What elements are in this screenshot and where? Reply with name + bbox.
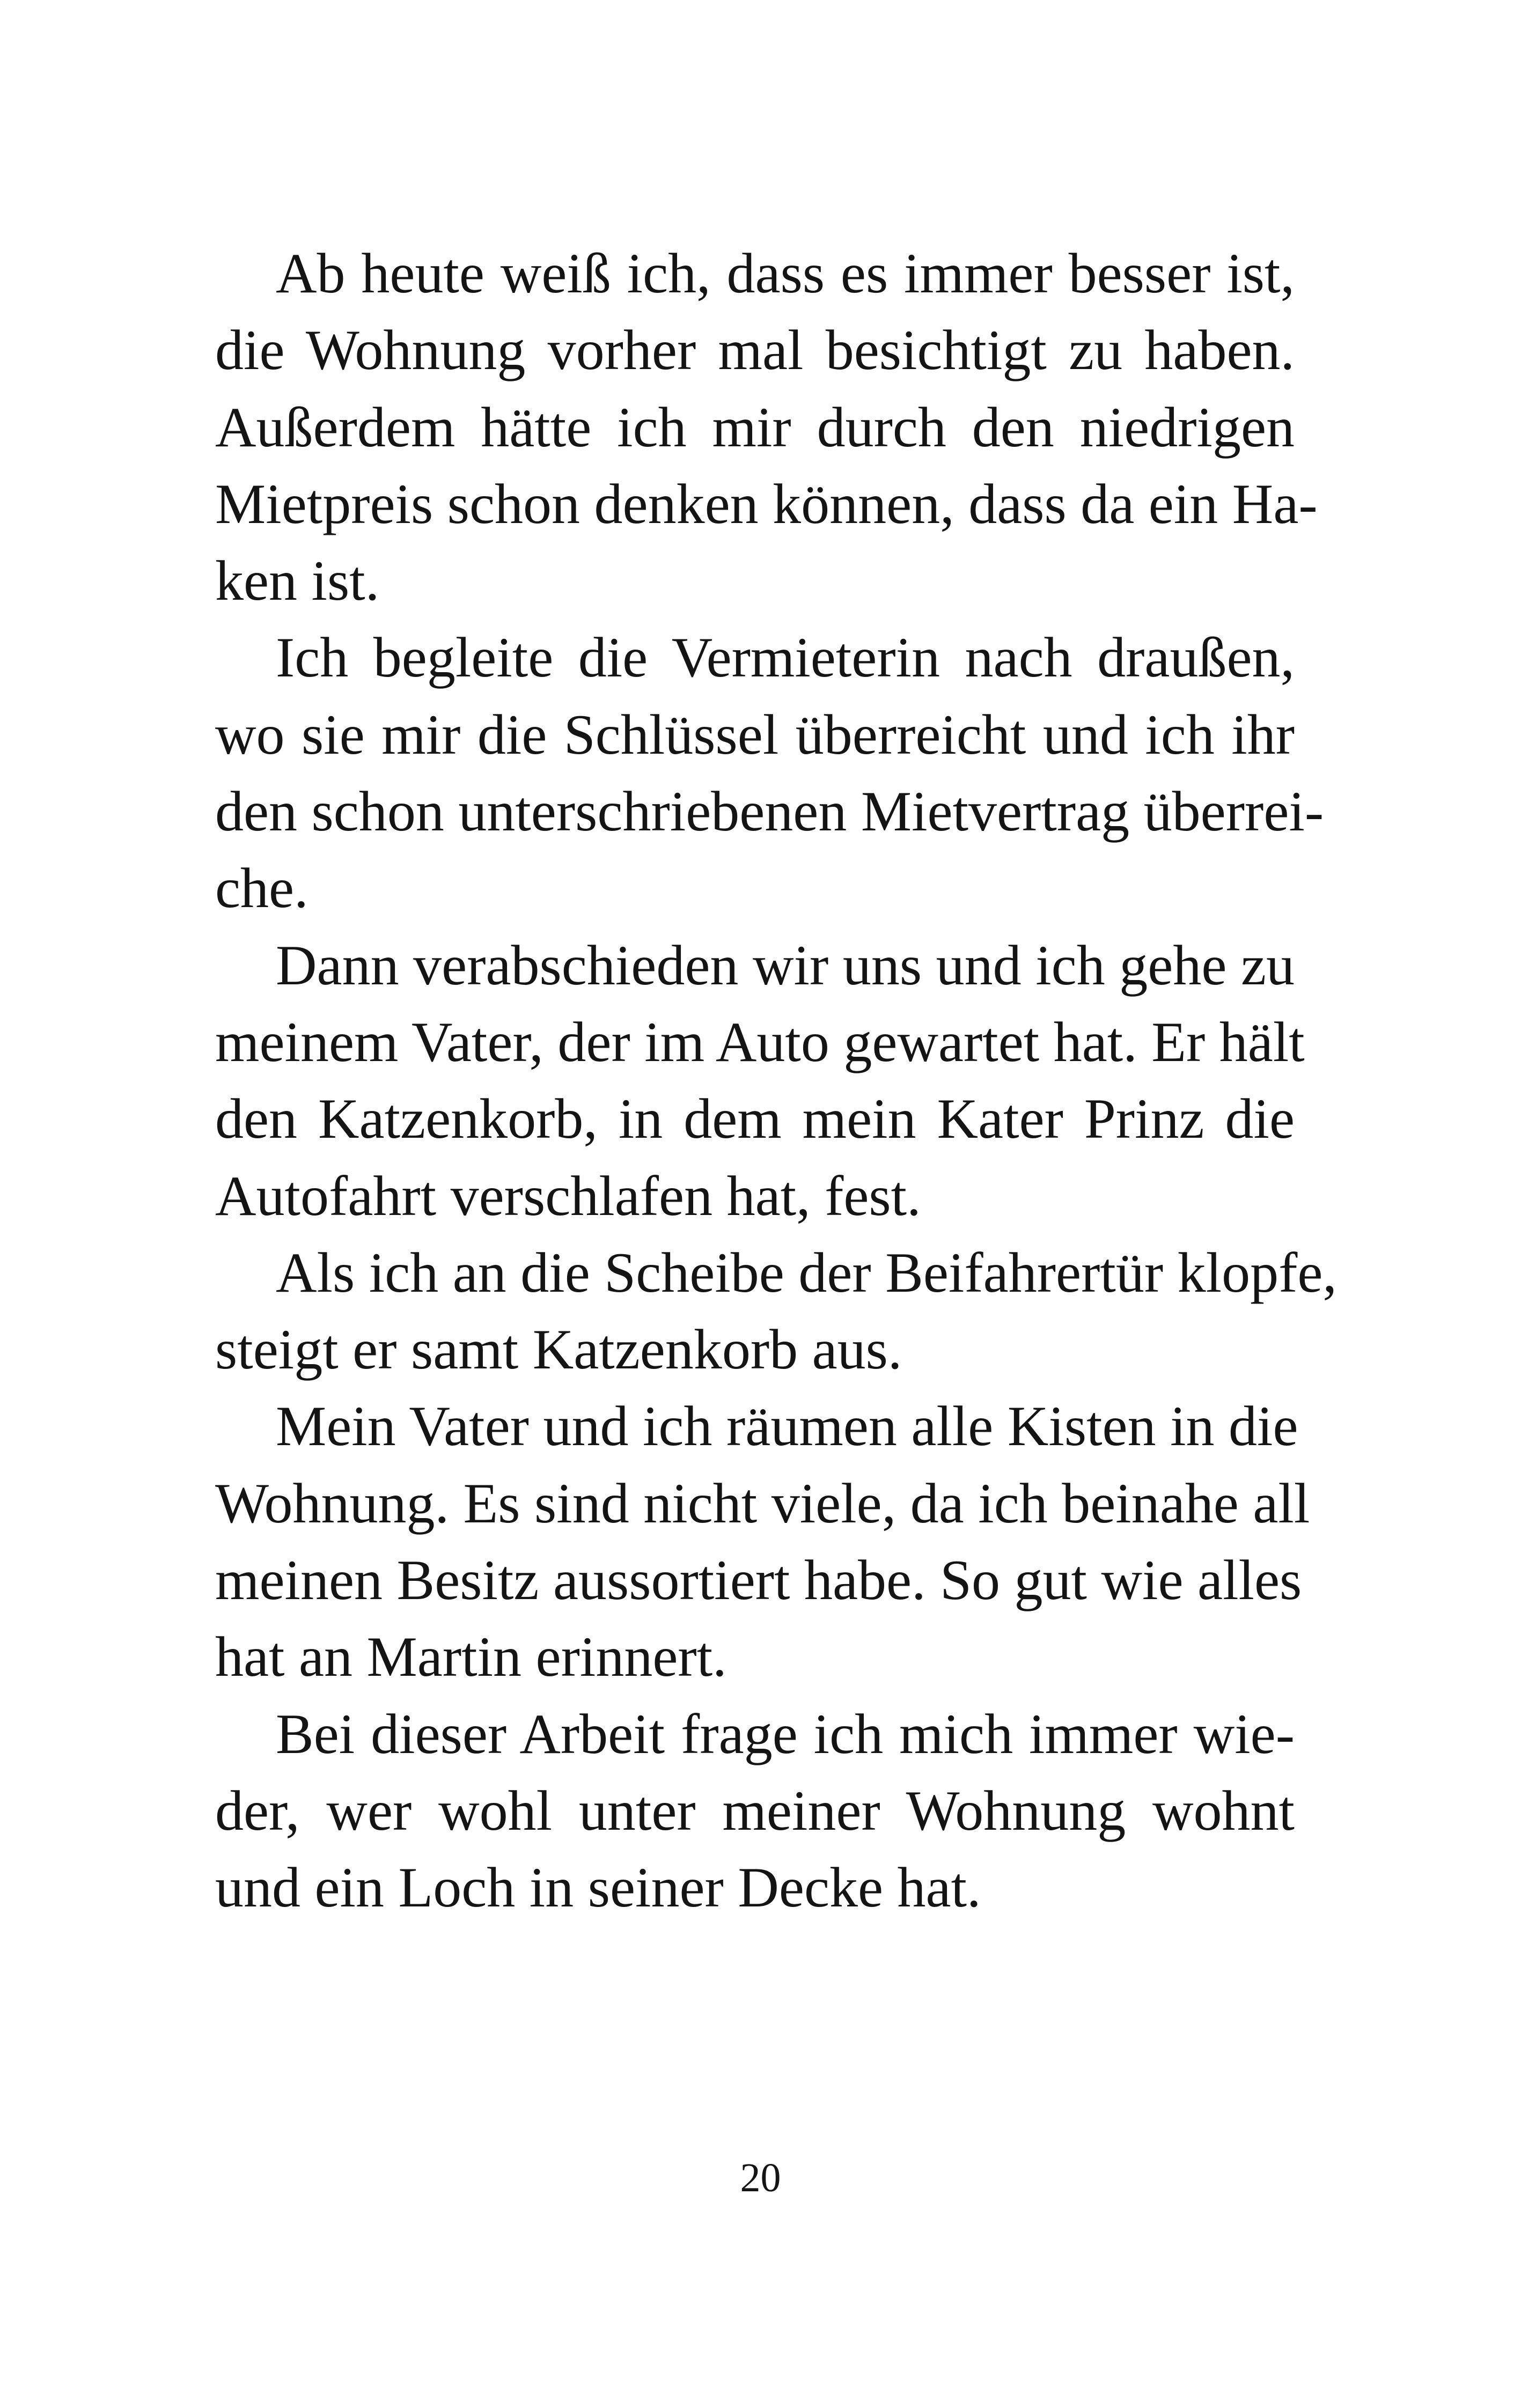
paragraph-6-line-3: und ein Loch in seiner Decke hat.: [215, 1856, 981, 1919]
paragraph-1-line-3: Außerdem hätte ich mir durch den niedrigen: [215, 395, 1295, 459]
paragraph-6-line-2: der, wer wohl unter meiner Wohnung wohnt: [215, 1779, 1295, 1842]
paragraph-3-line-4: Autofahrt verschlafen hat, fest.: [215, 1164, 921, 1227]
paragraph-5-line-1: Mein Vater und ich räumen alle Kisten in die: [276, 1395, 1298, 1458]
page-number: 20: [740, 2155, 781, 2200]
paragraph-4-line-2: steigt er samt Katzenkorb aus.: [215, 1318, 902, 1381]
paragraph-2-line-1: Ich begleite die Vermieterin nach draußen,: [276, 626, 1295, 689]
paragraph-5-line-3: meinen Besitz aussortiert habe. So gut wie alles: [215, 1549, 1302, 1612]
paragraph-2-line-2: wo sie mir die Schlüssel überreicht und ich ihr: [215, 703, 1295, 766]
paragraph-3-line-3: den Katzenkorb, in dem mein Kater Prinz die: [215, 1087, 1295, 1151]
paragraph-1-line-4: Mietpreis schon denken können, dass da ein Ha-: [215, 472, 1318, 535]
paragraph-5-line-4: hat an Martin erinnert.: [215, 1625, 727, 1689]
paragraph-1-line-2: die Wohnung vorher mal besichtigt zu haben.: [215, 319, 1295, 382]
paragraph-1-line-1: Ab heute weiß ich, dass es immer besser ist,: [276, 242, 1295, 305]
paragraph-4-line-1: Als ich an die Scheibe der Beifahrertür klopfe,: [276, 1241, 1337, 1304]
body-text: [215, 235, 1337, 1926]
paragraph-1-line-5: ken ist.: [215, 549, 380, 613]
paragraph-6-line-1: Bei dieser Arbeit frage ich mich immer wie-: [276, 1702, 1295, 1765]
paragraph-3-line-2: meinem Vater, der im Auto gewartet hat. Er hält: [215, 1010, 1305, 1073]
paragraph-5-line-2: Wohnung. Es sind nicht viele, da ich beinahe all: [215, 1471, 1310, 1535]
paragraph-3-line-1: Dann verabschieden wir uns und ich gehe zu: [276, 933, 1295, 997]
paragraph-2-line-3: den schon unterschriebenen Mietvertrag überrei-: [215, 780, 1324, 843]
paragraph-2-line-4: che.: [215, 857, 308, 920]
